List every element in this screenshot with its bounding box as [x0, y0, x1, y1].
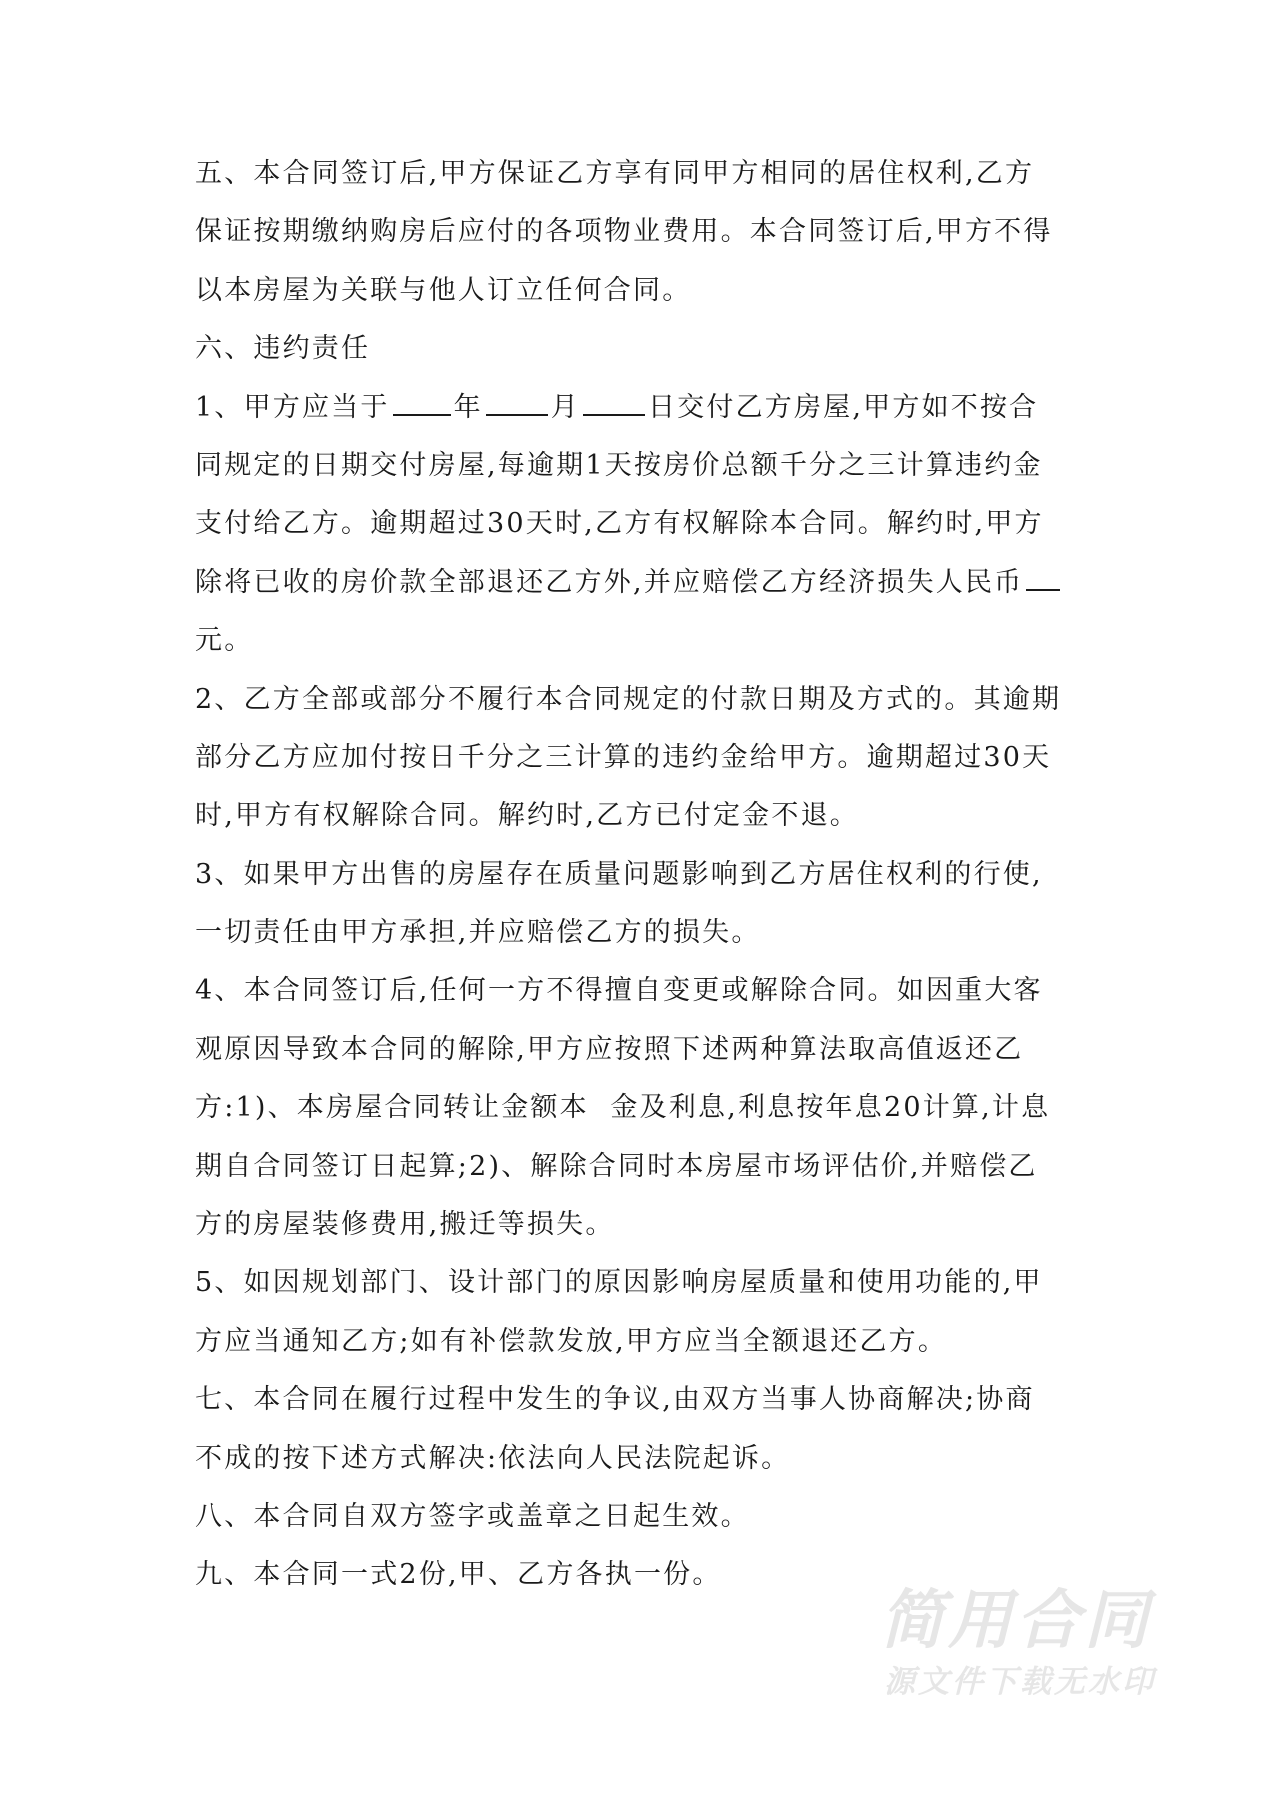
item-4-line-2: 观原因导致本合同的解除,甲方应按照下述两种算法取高值返还乙 — [195, 1033, 1024, 1065]
item-4-line-1: 4、本合同签订后,任何一方不得擅自变更或解除合同。如因重大客 — [195, 975, 1043, 1007]
month-label: 月 — [550, 391, 580, 423]
item-1-compensation-text: 除将已收的房价款全部退还乙方外,并应赔偿乙方经济损失人民币 — [195, 566, 1024, 598]
watermark-title: 简用合同 — [880, 1584, 1152, 1658]
clause-9: 九、本合同一式2份,甲、乙方各执一份。 — [195, 1559, 722, 1591]
clause-5-line-3: 以本房屋为关联与他人订立任何合同。 — [195, 274, 692, 306]
watermark-subtitle: 源文件下载无水印 — [884, 1664, 1156, 1700]
item-4-line-3: 方:1)、本房屋合同转让金额本 金及利息,利息按年息20计算,计息 — [195, 1092, 1051, 1124]
year-blank — [393, 390, 451, 416]
item-4-line-5: 方的房屋装修费用,搬迁等损失。 — [195, 1209, 615, 1241]
clause-8: 八、本合同自双方签字或盖章之日起生效。 — [195, 1500, 750, 1532]
clause-5-line-1: 五、本合同签订后,甲方保证乙方享有同甲方相同的居住权利,乙方 — [195, 158, 1035, 189]
item-1-line-2: 同规定的日期交付房屋,每逾期1天按房价总额千分之三计算违约金 — [195, 449, 1043, 481]
item-2-line-2: 部分乙方应加付按日千分之三计算的违约金给甲方。逾期超过30天 — [195, 741, 1052, 773]
item-1-line-5: 元。 — [195, 625, 254, 657]
amount-blank — [1026, 565, 1060, 591]
clause-5-line-2: 保证按期缴纳购房后应付的各项物业费用。本合同签订后,甲方不得 — [195, 216, 1053, 248]
item-2-line-1: 2、乙方全部或部分不履行本合同规定的付款日期及方式的。其逾期 — [195, 683, 1062, 715]
year-label: 年 — [453, 391, 483, 423]
item-1-line-1 — [195, 379, 1085, 437]
item-1-line-4 — [195, 554, 1085, 612]
item-4-line-4: 期自合同签订日起算;2)、解除合同时本房屋市场评估价,并赔偿乙 — [195, 1150, 1038, 1182]
watermark — [880, 1585, 1210, 1707]
month-blank — [486, 390, 548, 416]
item-2-line-3: 时,甲方有权解除合同。解约时,乙方已付定金不退。 — [195, 800, 859, 832]
clause-7-line-2: 不成的按下述方式解决:依法向人民法院起诉。 — [195, 1442, 791, 1474]
item-3-line-2: 一切责任由甲方承担,并应赔偿乙方的损失。 — [195, 917, 761, 949]
clause-7-line-1: 七、本合同在履行过程中发生的争议,由双方当事人协商解决;协商 — [195, 1384, 1035, 1416]
item-5-line-2: 方应当通知乙方;如有补偿款发放,甲方应当全额退还乙方。 — [195, 1325, 948, 1357]
item-5-line-1: 5、如因规划部门、设计部门的原因影响房屋质量和使用功能的,甲 — [195, 1267, 1043, 1299]
item-1-prefix: 1、甲方应当于 — [195, 391, 390, 423]
day-blank — [583, 390, 645, 416]
item-1-line-3: 支付给乙方。逾期超过30天时,乙方有权解除本合同。解约时,甲方 — [195, 508, 1044, 540]
item-3-line-1: 3、如果甲方出售的房屋存在质量问题影响到乙方居住权利的行使, — [195, 858, 1043, 890]
item-1-suffix: 日交付乙方房屋,甲方如不按合 — [647, 391, 1039, 423]
contract-body — [195, 145, 1085, 1605]
section-heading-breach-liability: 六、违约责任 — [195, 333, 371, 365]
